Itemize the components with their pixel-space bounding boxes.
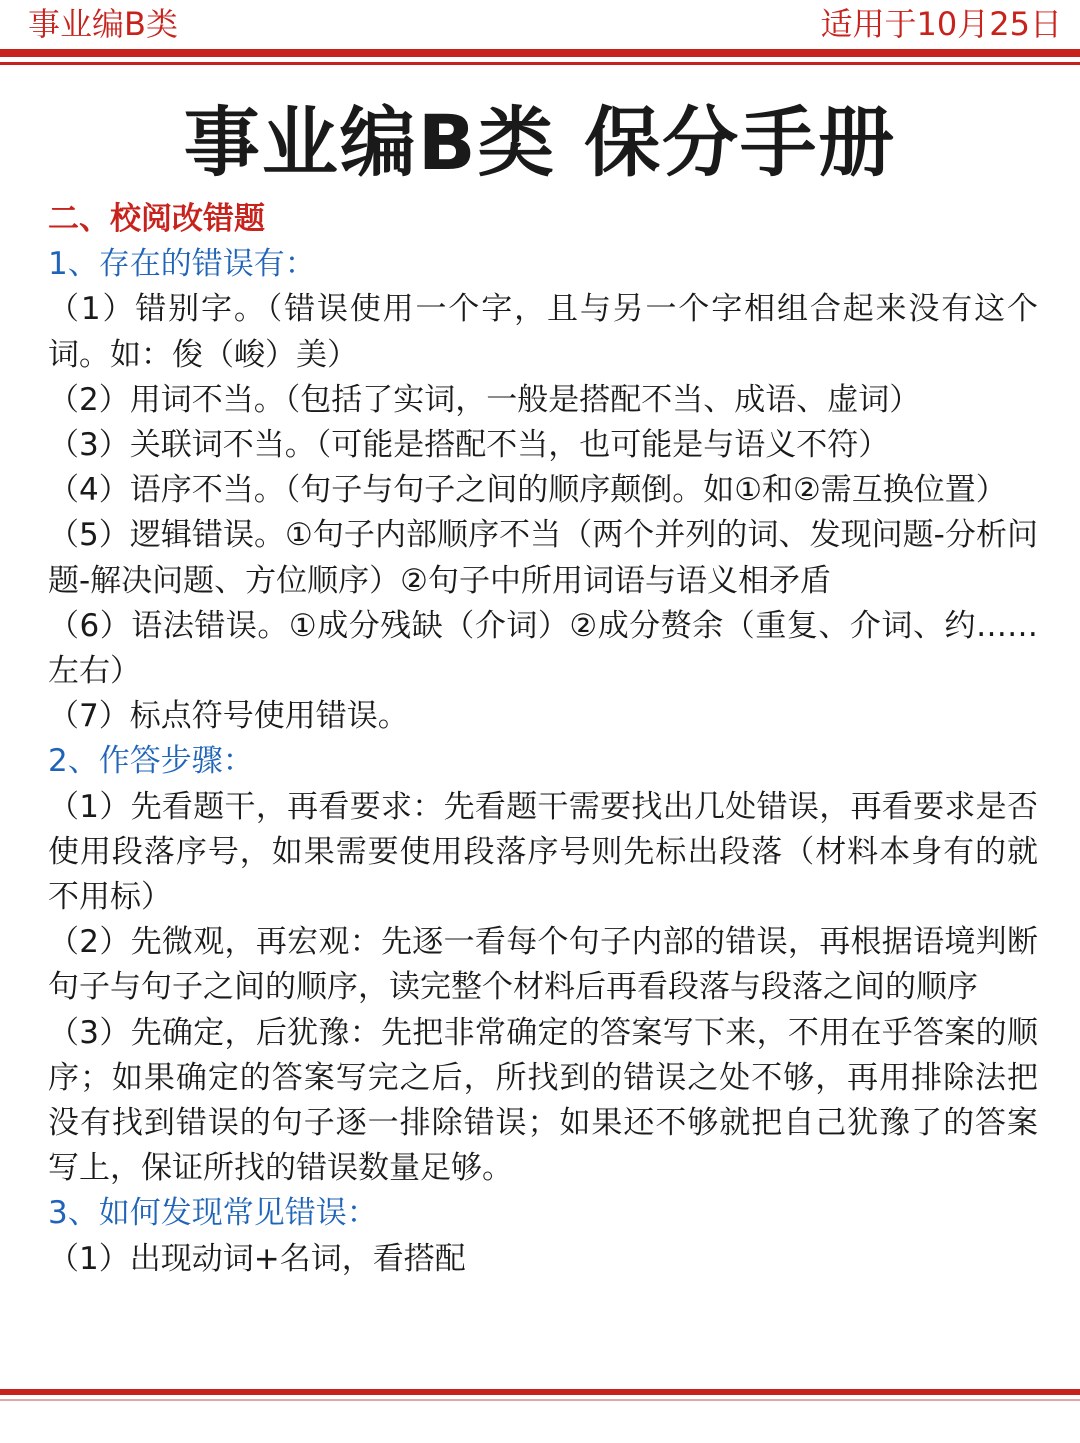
footer-divider-thick bbox=[0, 1389, 1080, 1395]
footer-divider-thin bbox=[0, 1399, 1080, 1401]
list-item: （2）先微观，再宏观：先逐一看每个句子内部的错误，再根据语境判断句子与句子之间的顺序，读完整个材料后再看段落与段落之间的顺序 bbox=[48, 924, 1038, 1006]
list-item: （6）语法错误。①成分残缺（介词）②成分赘余（重复、介词、约……左右） bbox=[48, 607, 1038, 690]
subsection-heading-detection: 3、如何发现常见错误： bbox=[48, 1195, 378, 1232]
subsection-heading-steps: 2、作答步骤： bbox=[48, 743, 254, 780]
list-item: （7）标点符号使用错误。 bbox=[48, 698, 409, 735]
document-body bbox=[48, 197, 1038, 1282]
subsection-heading-errors: 1、存在的错误有： bbox=[48, 246, 316, 283]
page-title: 事业编B类 保分手册 bbox=[183, 98, 897, 187]
list-item: （2）用词不当。（包括了实词，一般是搭配不当、成语、虚词） bbox=[48, 381, 921, 418]
list-item: （3）关联词不当。（可能是搭配不当，也可能是与语义不符） bbox=[48, 427, 890, 464]
page-header bbox=[0, 0, 1080, 50]
list-item: （1）先看题干，再看要求：先看题干需要找出几处错误，再看要求是否使用段落序号，如果需要使用段落序号则先标出段落（材料本身有的就不用标） bbox=[48, 788, 1038, 916]
header-category-label: 事业编B类 bbox=[28, 5, 178, 43]
list-item: （1）错别字。（错误使用一个字，且与另一个字相组合起来没有这个词。如：俊（峻）美） bbox=[48, 291, 1038, 373]
header-date-label: 适用于10月25日 bbox=[820, 5, 1062, 43]
header-divider-thick bbox=[0, 49, 1080, 57]
list-item: （5）逻辑错误。①句子内部顺序不当（两个并列的词、发现问题-分析问题-解决问题、方位顺序）②句子中所用词语与语义相矛盾 bbox=[48, 517, 1038, 599]
list-item: （3）先确定，后犹豫：先把非常确定的答案写下来，不用在乎答案的顺序；如果确定的答案写完之后，所找到的错误之处不够，再用排除法把没有找到错误的句子逐一排除错误；如果还不够就把自己犹豫了的答案写上，保证所找的错误数量足够。 bbox=[48, 1014, 1038, 1187]
list-item: （4）语序不当。（句子与句子之间的顺序颠倒。如①和②需互换位置） bbox=[48, 472, 1007, 509]
header-divider-thin bbox=[0, 62, 1080, 65]
section-heading: 二、校阅改错题 bbox=[48, 201, 265, 237]
list-item: （1）出现动词+名词，看搭配 bbox=[48, 1240, 466, 1277]
